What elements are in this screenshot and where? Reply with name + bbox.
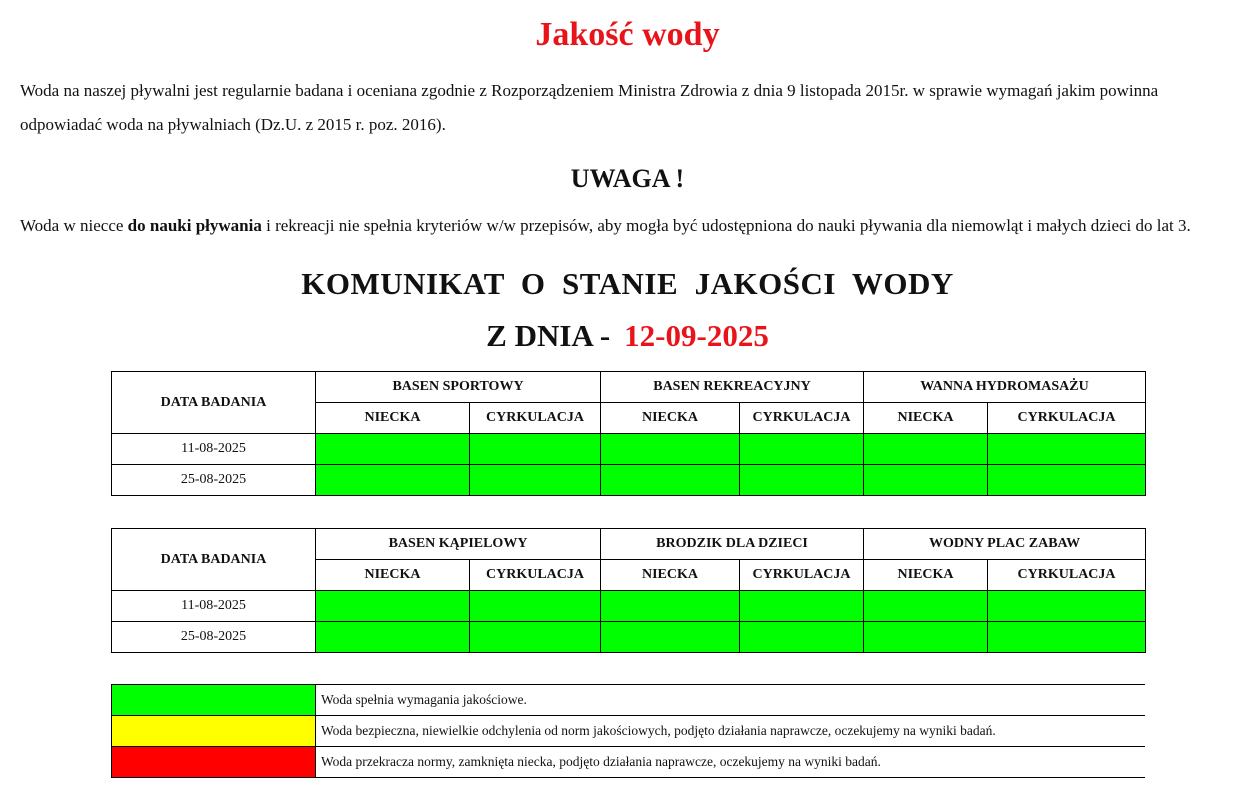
legend-text: Woda spełnia wymagania jakościowe.: [316, 685, 1146, 716]
status-cell: [470, 591, 601, 622]
legend-swatch-warning: [112, 716, 316, 747]
status-cell: [470, 434, 601, 465]
status-cell: [601, 591, 740, 622]
table-row: [112, 622, 1146, 653]
status-cell: [988, 465, 1146, 496]
sub-header-cyrkulacja: CYRKULACJA: [470, 560, 601, 591]
legend-text: Woda przekracza normy, zamknięta niecka, podjęto działania naprawcze, oczekujemy na wyniki badań.: [316, 747, 1146, 778]
pool-header: BASEN REKREACYJNY: [601, 372, 864, 403]
report-heading: KOMUNIKAT O STANIE JAKOŚCI WODY: [301, 266, 954, 301]
report-date-line: [0, 318, 1255, 354]
status-cell: [864, 465, 988, 496]
date-column-header: DATA BADANIA: [112, 372, 316, 434]
status-cell: [470, 465, 601, 496]
report-date: 12-09-2025: [624, 318, 769, 353]
status-cell: [740, 465, 864, 496]
sub-header-niecka: NIECKA: [864, 403, 988, 434]
status-cell: [864, 622, 988, 653]
status-cell: [988, 622, 1146, 653]
legend: [111, 684, 1145, 778]
status-cell: [740, 434, 864, 465]
notice-heading: UWAGA !: [570, 164, 685, 193]
status-cell: [740, 622, 864, 653]
test-date: 11-08-2025: [112, 591, 316, 622]
test-date: 11-08-2025: [112, 434, 316, 465]
pool-header: WODNY PLAC ZABAW: [864, 529, 1146, 560]
legend-swatch-bad: [112, 747, 316, 778]
pool-header: BRODZIK DLA DZIECI: [601, 529, 864, 560]
sub-header-niecka: NIECKA: [316, 403, 470, 434]
table-row: [112, 591, 1146, 622]
sub-header-cyrkulacja: CYRKULACJA: [740, 403, 864, 434]
notice-text-after: i rekreacji nie spełnia kryteriów w/w przepisów, aby mogła być udostępniona do nauki pływania dla niemowląt i małych dzieci do lat 3.: [261, 216, 1191, 235]
sub-header-niecka: NIECKA: [864, 560, 988, 591]
status-cell: [316, 465, 470, 496]
sub-header-niecka: NIECKA: [316, 560, 470, 591]
water-quality-table-2: [111, 528, 1146, 653]
sub-header-niecka: NIECKA: [601, 403, 740, 434]
sub-header-niecka: NIECKA: [601, 560, 740, 591]
table-row: [112, 465, 1146, 496]
legend-item: [112, 716, 1146, 747]
sub-header-cyrkulacja: CYRKULACJA: [988, 403, 1146, 434]
sub-header-cyrkulacja: CYRKULACJA: [740, 560, 864, 591]
notice-text-before: Woda w niecce: [20, 216, 128, 235]
status-cell: [601, 434, 740, 465]
intro-paragraph: Woda na naszej pływalni jest regularnie badana i oceniana zgodnie z Rozporządzeniem Ministra Zdrowia z dnia 9 listopada 2015r. w sprawie wymagań jakim powinna odpowiadać woda na pływalniach (Dz.U. z 2015 r. poz. 2016).: [20, 81, 1159, 134]
pool-header: BASEN SPORTOWY: [316, 372, 601, 403]
table-row: [112, 434, 1146, 465]
legend-swatch-good: [112, 685, 316, 716]
status-cell: [601, 622, 740, 653]
legend-item: [112, 685, 1146, 716]
status-cell: [601, 465, 740, 496]
status-cell: [864, 434, 988, 465]
status-cell: [316, 434, 470, 465]
page-title: Jakość wody: [535, 16, 720, 53]
status-cell: [740, 591, 864, 622]
status-cell: [316, 591, 470, 622]
pool-header: WANNA HYDROMASAŻU: [864, 372, 1146, 403]
test-date: 25-08-2025: [112, 465, 316, 496]
test-date: 25-08-2025: [112, 622, 316, 653]
pool-header: BASEN KĄPIELOWY: [316, 529, 601, 560]
legend-item: [112, 747, 1146, 778]
status-cell: [864, 591, 988, 622]
notice-paragraph: [20, 214, 1250, 238]
status-cell: [988, 591, 1146, 622]
sub-header-cyrkulacja: CYRKULACJA: [470, 403, 601, 434]
legend-text: Woda bezpieczna, niewielkie odchylenia od norm jakościowych, podjęto działania naprawcze, oczekujemy na wyniki badań.: [316, 716, 1146, 747]
sub-header-cyrkulacja: CYRKULACJA: [988, 560, 1146, 591]
status-cell: [316, 622, 470, 653]
water-quality-table-1: [111, 371, 1146, 496]
status-cell: [988, 434, 1146, 465]
notice-text-bold: do nauki pływania: [127, 216, 262, 235]
date-column-header: DATA BADANIA: [112, 529, 316, 591]
report-date-prefix: Z DNIA -: [486, 318, 611, 353]
status-cell: [470, 622, 601, 653]
